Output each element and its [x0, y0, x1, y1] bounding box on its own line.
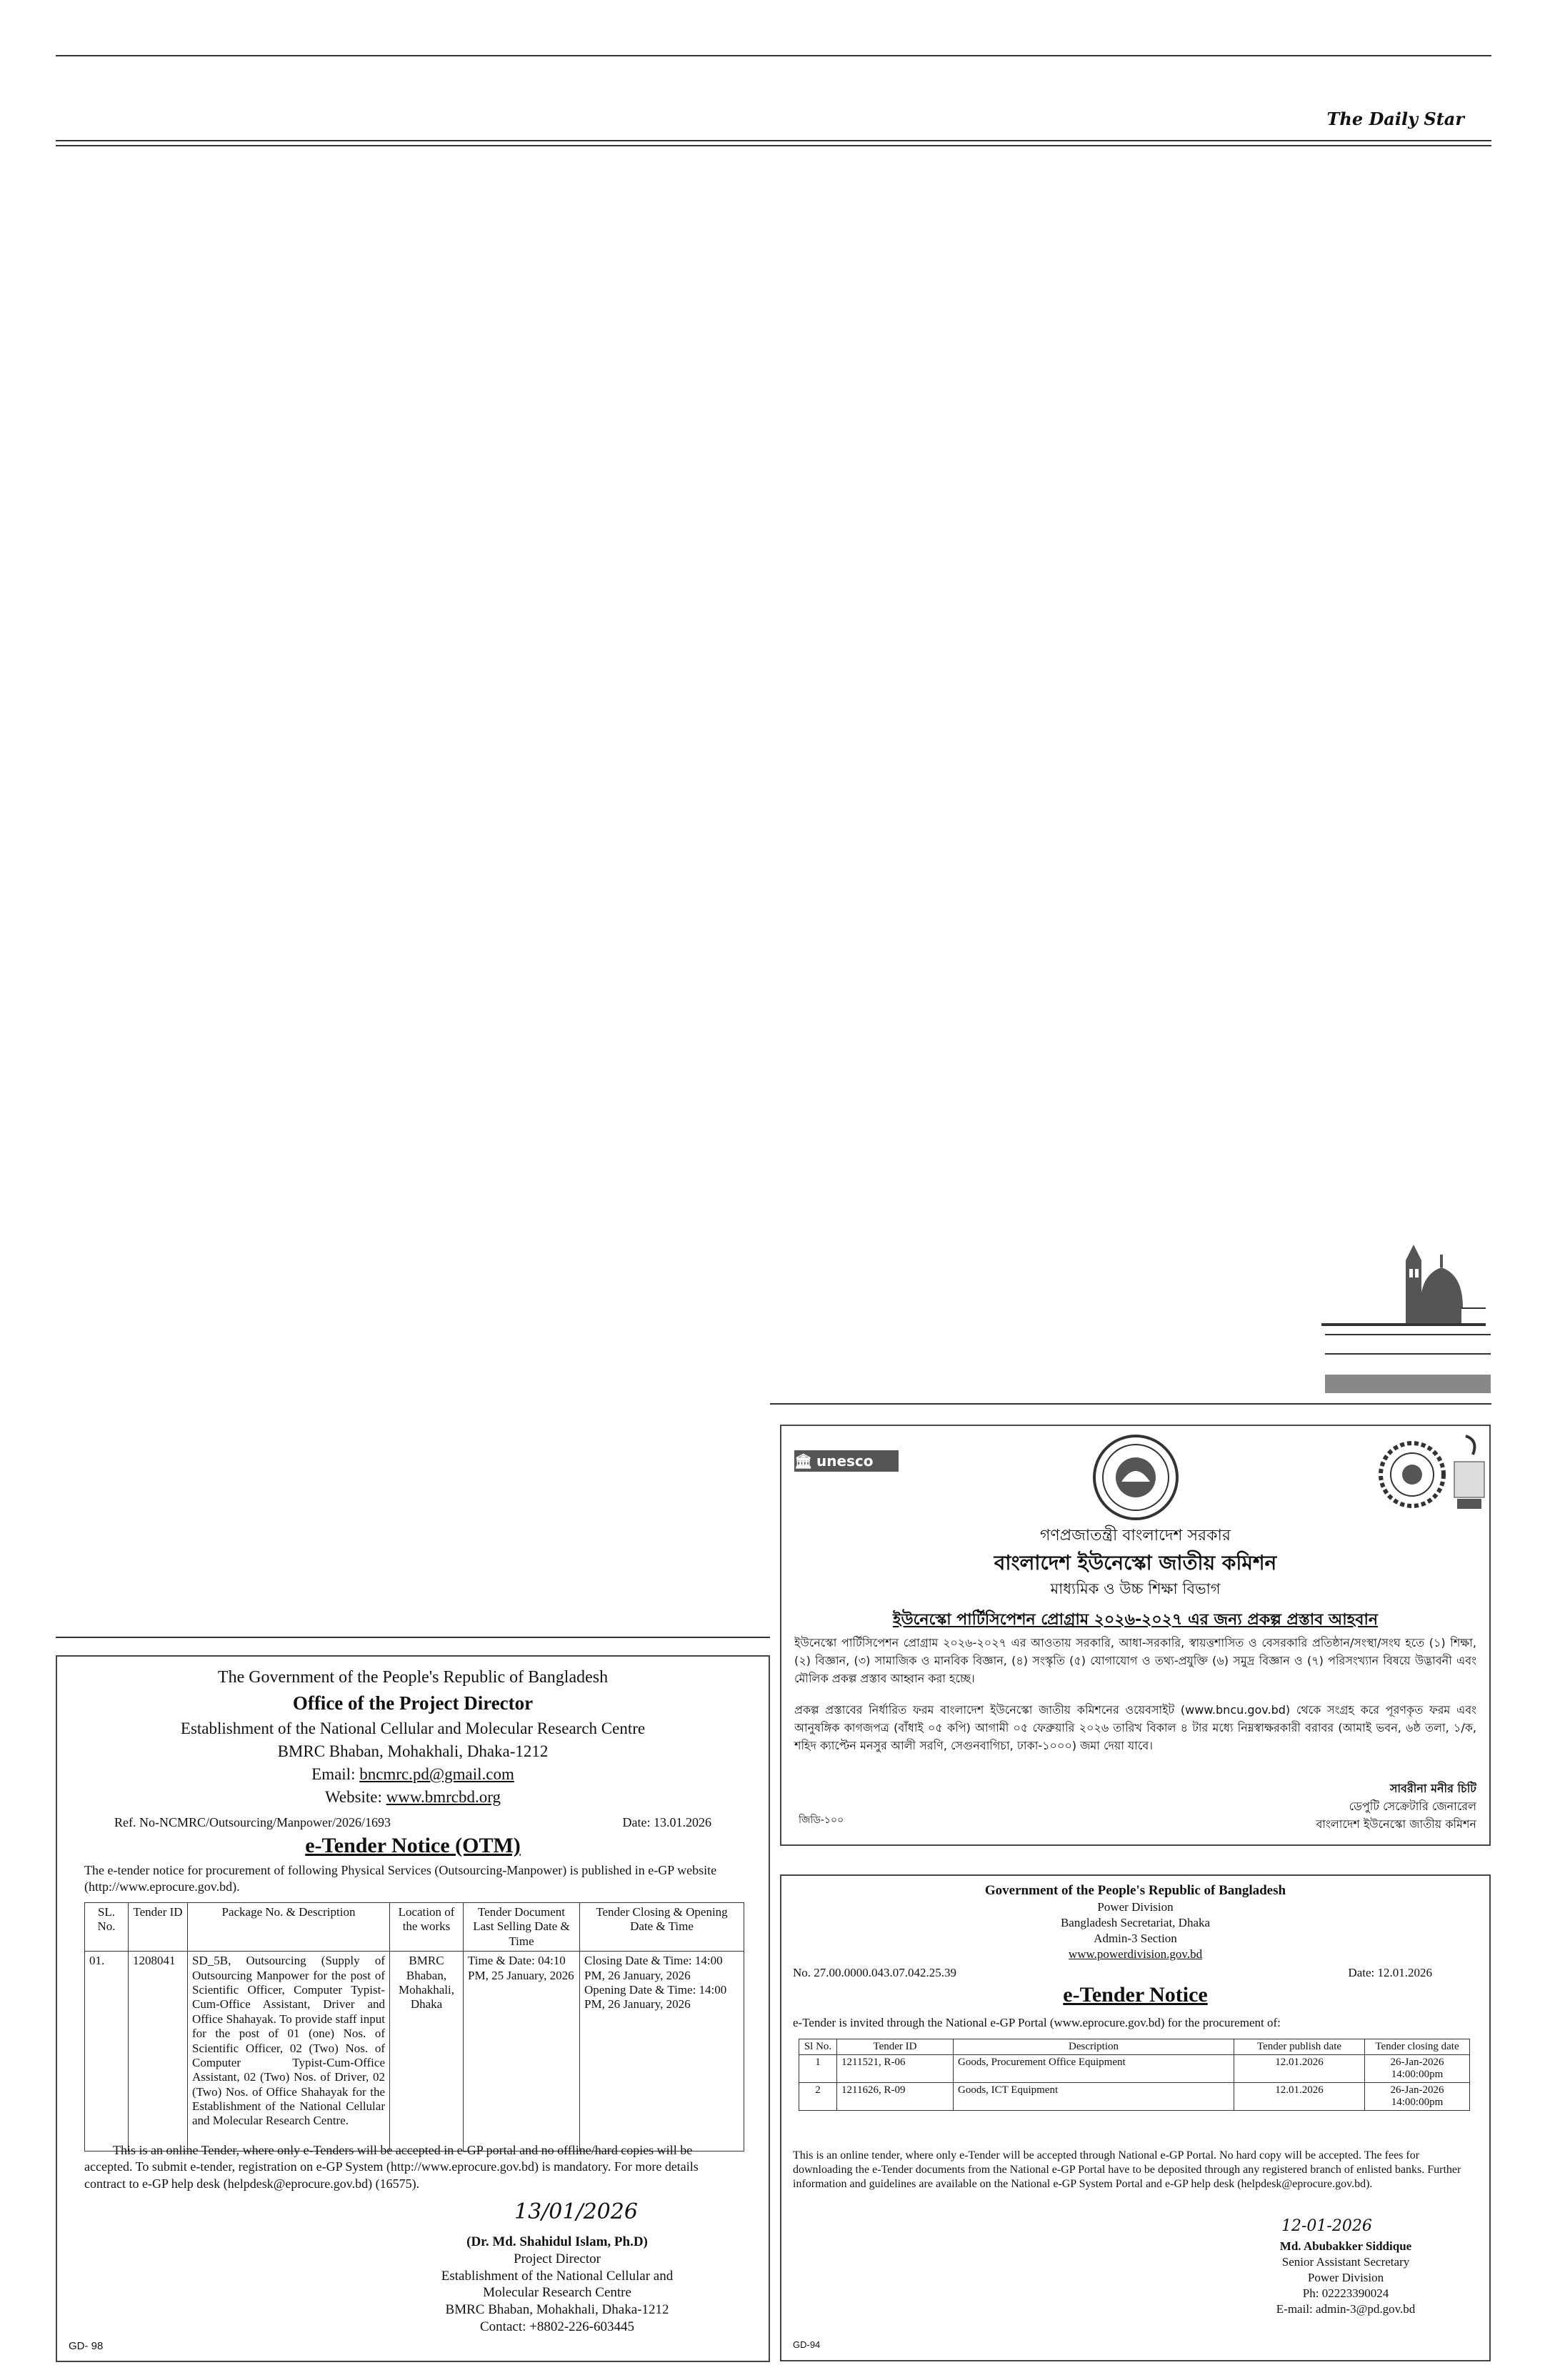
power-row1-closing: 26-Jan-2026 14:00:00pm: [1365, 2055, 1470, 2083]
otm-col-selling: Tender Document Last Selling Date & Time: [464, 1903, 580, 1952]
otm-email-link[interactable]: bncmrc.pd@gmail.com: [359, 1765, 514, 1783]
unesco-title: ইউনেস্কো পার্টিসিপেশন প্রোগ্রাম ২০২৬-২০২৭ এর জন্য প্রকল্প প্রস্তাব আহবান: [893, 1611, 1378, 1629]
power-row1-sl: 1: [799, 2055, 837, 2083]
otm-office: Office of the Project Director: [292, 1692, 534, 1714]
otm-row-location: BMRC Bhaban, Mohakhali, Dhaka: [390, 1952, 464, 2151]
power-division: Power Division: [1097, 1900, 1174, 1914]
top-rule: [56, 55, 1491, 56]
otm-website: [57, 1788, 769, 1807]
otm-signer-org1: Establishment of the National Cellular and: [441, 2268, 674, 2284]
otm-col-sl: SL. No.: [85, 1903, 129, 1952]
side-rule-2: [1325, 1353, 1491, 1355]
otm-contact: Contact: +8802-226-603445: [480, 2319, 634, 2334]
masthead-rule-1: [56, 140, 1491, 141]
otm-col-id: Tender ID: [129, 1903, 188, 1952]
unesco-logo: [794, 1450, 899, 1472]
otm-signer-title: Project Director: [514, 2251, 601, 2266]
otm-row-desc: SD_5B, Outsourcing (Supply of Outsourcing Manpower for the post of Scientific Officer, Computer Typist-Cum-Office Assistant, Driver and Office Shahayak. To provide staff input for the post of 01 (one) Nos. of Scientific Officer, 02 (Two) Nos. of Computer Typist-Cum-Office Assistant, 02 (Two) Nos. of Driver, 02 (Two) Nos. of Office Shahayak for the Establishment of the National Cellular and Molecular Research Centre.: [188, 1952, 390, 2151]
power-signer: Md. Abubakker Siddique: [1279, 2239, 1412, 2253]
power-secretariat: Bangladesh Secretariat, Dhaka: [1060, 1916, 1211, 1929]
unesco-notice: [780, 1425, 1491, 1846]
power-signer-block: [1224, 2239, 1467, 2317]
unesco-para2: প্রকল্প প্রস্তাবের নির্ধারিত ফরম বাংলাদেশ ইউনেস্কো জাতীয় কমিশনের ওয়েবসাইট (www.bncu.gov.bd) থেকে সংগ্রহ করে পূরণকৃত ফরম এবং আনুষঙ্গিক কাগজপত্র (বাঁধাই ০৫ কপি) আগামী ০৫ ফেব্রুয়ারি ২০২৬ তারিখ বিকাল ৪ টার মধ্যে নিম্নস্বাক্ষরকারী বরাবর (আমাই ভবন, ৬ষ্ঠ তলা, ১/ক, শহিদ ক্যাপ্টেন মনসুর আলী সরণি, সেগুনবাগিচা, ঢাকা-১০০০) জমা দেয়া যাবে।: [794, 1703, 1476, 1752]
otm-website-label: Website:: [325, 1788, 382, 1806]
anniversary-logo-icon: [1451, 1433, 1487, 1512]
power-section: Admin-3 Section: [1094, 1932, 1177, 1945]
masthead: The Daily Star: [1326, 109, 1464, 129]
mosque-icon: [1321, 1239, 1486, 1328]
otm-signature: 13/01/2026: [514, 2199, 638, 2224]
otm-signer: (Dr. Md. Shahidul Islam, Ph.D): [466, 2234, 648, 2249]
power-row1-desc: Goods, Procurement Office Equipment: [954, 2055, 1234, 2083]
commission-seal-icon: [1378, 1440, 1446, 1509]
otm-gd: GD- 98: [69, 2340, 104, 2352]
table-row: [799, 2055, 1470, 2083]
otm-row-selling: Time & Date: 04:10 PM, 25 January, 2026: [464, 1952, 580, 2151]
otm-gov: The Government of the People's Republic of Bangladesh: [217, 1668, 609, 1687]
unesco-gov: গণপ্রজাতন্ত্রী বাংলাদেশ সরকার: [1039, 1527, 1231, 1545]
otm-date: Date: 13.01.2026: [622, 1815, 711, 1829]
otm-row-sl: 01.: [85, 1952, 129, 2151]
otm-email: [57, 1765, 769, 1784]
otm-website-link[interactable]: www.bmrcbd.org: [386, 1788, 501, 1806]
otm-table: [84, 1902, 744, 2151]
otm-col-closing: Tender Closing & Opening Date & Time: [580, 1903, 744, 1952]
masthead-rule-2: [56, 145, 1491, 146]
otm-ref: Ref. No-NCMRC/Outsourcing/Manpower/2026/1693: [114, 1815, 391, 1829]
unesco-para1: ইউনেস্কো পার্টিসিপেশন প্রোগ্রাম ২০২৬-২০২৭ এর আওতায় সরকারি, আধা-সরকারি, স্বায়ত্তশাসিত ও বেসরকারি প্রতিষ্ঠান/সংস্থা/সংঘ হতে (১) শিক্ষা, (২) বিজ্ঞান, (৩) সামাজিক ও মানবিক বিজ্ঞান, (৪) সংস্কৃতি (৫) যোগাযোগ ও তথ্য-প্রযুক্তি (৬) সমুদ্র বিজ্ঞান ও (৭) পরিসংখ্যান বিষয়ে উদ্ভাবনী এবং মৌলিক প্রকল্প প্রস্তাব আহ্বান করা হচ্ছে।: [794, 1636, 1476, 1685]
unesco-division: মাধ্যমিক ও উচ্চ শিক্ষা বিভাগ: [1050, 1580, 1221, 1597]
bangladesh-emblem-icon: [1090, 1432, 1181, 1523]
power-col-sl: Sl No.: [799, 2039, 837, 2055]
power-table: [799, 2039, 1470, 2111]
power-signature: 12-01-2026: [1281, 2217, 1372, 2235]
otm-notice: [56, 1655, 770, 2362]
power-col-desc: Description: [954, 2039, 1234, 2055]
otm-table-header: [85, 1903, 744, 1952]
power-col-closing: Tender closing date: [1365, 2039, 1470, 2055]
power-col-id: Tender ID: [837, 2039, 954, 2055]
power-table-header: [799, 2039, 1470, 2055]
power-row2-closing: 26-Jan-2026 14:00:00pm: [1365, 2083, 1470, 2111]
unesco-signer-block: [1316, 1780, 1476, 1833]
unesco-signer-title: ডেপুটি সেক্রেটারি জেনারেল: [1349, 1799, 1476, 1813]
power-intro: e-Tender is invited through the National e-GP Portal (www.eprocure.gov.bd) for the procurement of:: [793, 2016, 1281, 2029]
power-title: e-Tender Notice: [1063, 1983, 1208, 2007]
otm-signer-addr: BMRC Bhaban, Mohakhali, Dhaka-1212: [445, 2302, 669, 2317]
gray-bar: [1325, 1375, 1491, 1393]
unesco-logo-text: unesco: [816, 1452, 874, 1470]
power-email: E-mail: admin-3@pd.gov.bd: [1276, 2302, 1416, 2316]
otm-footer: This is an online Tender, where only e-Tenders will be accepted in e-GP portal and no offline/hard copies will be accepted. To submit e-tender, registration on e-GP System (http://www.eprocure.gov.bd) is mandatory. For more details contract to e-GP help desk (helpdesk@eprocure.gov.bd) (16575).: [84, 2143, 699, 2191]
otm-intro: The e-tender notice for procurement of following Physical Services (Outsourcing-Manpower) is published in e-GP website (http://www.eprocure.gov.bd).: [84, 1863, 717, 1894]
otm-address: BMRC Bhaban, Mohakhali, Dhaka-1212: [277, 1742, 549, 1760]
unesco-signer: সাবরীনা মনীর চিটি: [1389, 1782, 1476, 1795]
power-website-link[interactable]: www.powerdivision.gov.bd: [1068, 1947, 1203, 1961]
power-row1-id: 1211521, R-06: [837, 2055, 954, 2083]
power-row2-id: 1211626, R-09: [837, 2083, 954, 2111]
power-phone: Ph: 02223390024: [1302, 2286, 1389, 2301]
otm-col-desc: Package No. & Description: [188, 1903, 390, 1952]
power-col-publish: Tender publish date: [1234, 2039, 1365, 2055]
power-row2-sl: 2: [799, 2083, 837, 2111]
power-row2-desc: Goods, ICT Equipment: [954, 2083, 1234, 2111]
column-rule-right: [770, 1403, 1491, 1405]
otm-title: e-Tender Notice (OTM): [305, 1834, 521, 1857]
power-date: Date: 12.01.2026: [1348, 1966, 1432, 1979]
power-signer-title: Senior Assistant Secretary: [1281, 2255, 1410, 2269]
otm-row-closing: Closing Date & Time: 14:00 PM, 26 January, 2026: [584, 1954, 723, 1982]
table-row: [85, 1952, 744, 2151]
otm-row-opening: Opening Date & Time: 14:00 PM, 26 January, 2026: [584, 1982, 727, 2012]
power-signer-div: Power Division: [1307, 2271, 1384, 2285]
otm-col-location: Location of the works: [390, 1903, 464, 1952]
otm-signer-org2: Molecular Research Centre: [483, 2285, 631, 2301]
otm-row-id: 1208041: [129, 1952, 188, 2151]
otm-signer-block: [429, 2234, 686, 2336]
side-rule-1: [1325, 1334, 1491, 1335]
power-gov: Government of the People's Republic of Bangladesh: [984, 1883, 1286, 1898]
power-row2-publish: 12.01.2026: [1234, 2083, 1365, 2111]
power-ref: No. 27.00.0000.043.07.042.25.39: [793, 1966, 957, 1979]
otm-establishment: Establishment of the National Cellular and Molecular Research Centre: [180, 1719, 646, 1737]
otm-email-label: Email:: [311, 1765, 356, 1783]
temple-icon: 🏛︎: [794, 1452, 813, 1470]
table-row: [799, 2083, 1470, 2111]
power-row1-publish: 12.01.2026: [1234, 2055, 1365, 2083]
unesco-signer-org: বাংলাদেশ ইউনেস্কো জাতীয় কমিশন: [1316, 1817, 1476, 1831]
otm-row-closing-cell: [580, 1952, 744, 2151]
unesco-commission: বাংলাদেশ ইউনেস্কো জাতীয় কমিশন: [994, 1551, 1277, 1575]
power-footer: This is an online tender, where only e-Tender will be accepted through National e-GP Portal. No hard copy will be accepted. The fees for downloading the e-Tender documents from the National e-GP Portal have to be deposited through any registered branch of enlisted banks. Further information and guidelines are available on the National e-GP System Portal and e-GP help desk (helpdesk@eprocure.gov.bd).: [793, 2149, 1461, 2190]
unesco-gd: জিডি-১০০: [799, 1814, 844, 1826]
column-rule: [56, 1637, 770, 1638]
power-notice: [780, 1874, 1491, 2361]
power-gd: GD-94: [793, 2339, 821, 2350]
